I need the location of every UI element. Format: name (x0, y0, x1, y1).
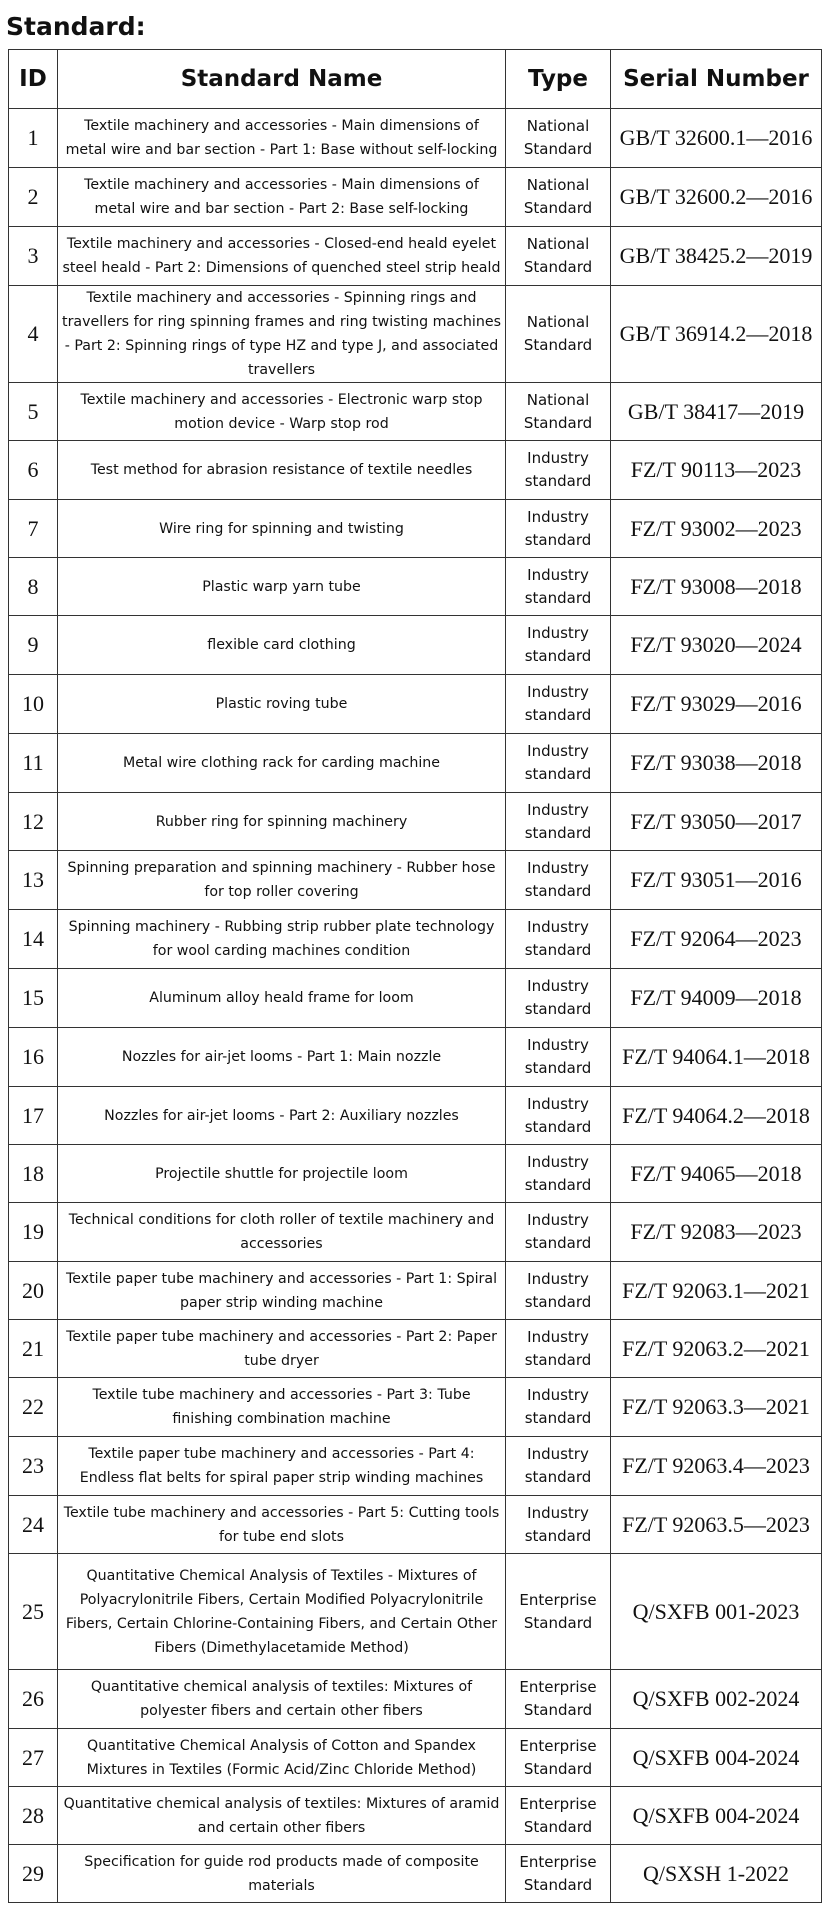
table-row (9, 286, 822, 383)
cell-id: 28 (9, 1787, 58, 1845)
cell-serial-number: FZ/T 94064.1—2018 (611, 1028, 822, 1087)
cell-type: Industry standard (506, 675, 611, 734)
table-row (9, 1262, 822, 1320)
page-heading: Standard: (6, 12, 146, 41)
cell-id: 1 (9, 109, 58, 168)
table-row (9, 109, 822, 168)
cell-serial-number: Q/SXFB 004-2024 (611, 1729, 822, 1787)
cell-type: Industry standard (506, 1028, 611, 1087)
cell-type: Industry standard (506, 1145, 611, 1203)
cell-type: Industry standard (506, 1496, 611, 1554)
cell-standard-name: Nozzles for air-jet looms - Part 2: Auxiliary nozzles (58, 1087, 506, 1145)
table-row (9, 1145, 822, 1203)
table-row (9, 675, 822, 734)
table-row (9, 616, 822, 675)
cell-serial-number: FZ/T 93038—2018 (611, 734, 822, 793)
cell-id: 12 (9, 793, 58, 851)
cell-serial-number: FZ/T 92063.1—2021 (611, 1262, 822, 1320)
cell-serial-number: GB/T 32600.1—2016 (611, 109, 822, 168)
cell-type: Industry standard (506, 1087, 611, 1145)
cell-id: 24 (9, 1496, 58, 1554)
cell-type: Industry standard (506, 1320, 611, 1378)
cell-type: Industry standard (506, 616, 611, 675)
cell-serial-number: Q/SXFB 004-2024 (611, 1787, 822, 1845)
table-row (9, 500, 822, 558)
cell-type: Enterprise Standard (506, 1787, 611, 1845)
cell-type: National Standard (506, 383, 611, 441)
cell-standard-name: Spinning machinery - Rubbing strip rubber plate technology for wool carding machines condition (58, 910, 506, 969)
table-header-row (9, 50, 822, 109)
cell-id: 19 (9, 1203, 58, 1262)
cell-serial-number: FZ/T 92063.4—2023 (611, 1437, 822, 1496)
cell-type: Enterprise Standard (506, 1845, 611, 1903)
cell-type: Industry standard (506, 910, 611, 969)
table-row (9, 1378, 822, 1437)
cell-standard-name: Plastic warp yarn tube (58, 558, 506, 616)
cell-serial-number: FZ/T 93050—2017 (611, 793, 822, 851)
cell-standard-name: Textile paper tube machinery and accessories - Part 1: Spiral paper strip winding machine (58, 1262, 506, 1320)
header-serial-number: Serial Number (611, 50, 822, 109)
cell-standard-name: Textile machinery and accessories - Spinning rings and travellers for ring spinning frames and ring twisting machines - Part 2: Spinning rings of type HZ and type J, and associated travellers (58, 286, 506, 383)
table-row (9, 1670, 822, 1729)
cell-standard-name: Rubber ring for spinning machinery (58, 793, 506, 851)
cell-standard-name: Technical conditions for cloth roller of textile machinery and accessories (58, 1203, 506, 1262)
cell-serial-number: FZ/T 92063.2—2021 (611, 1320, 822, 1378)
cell-type: Industry standard (506, 1203, 611, 1262)
table-row (9, 1203, 822, 1262)
table-row (9, 1028, 822, 1087)
cell-serial-number: FZ/T 90113—2023 (611, 441, 822, 500)
cell-serial-number: FZ/T 92063.3—2021 (611, 1378, 822, 1437)
cell-id: 8 (9, 558, 58, 616)
cell-standard-name: Metal wire clothing rack for carding machine (58, 734, 506, 793)
table-row (9, 383, 822, 441)
cell-id: 23 (9, 1437, 58, 1496)
table-row (9, 851, 822, 910)
header-id: ID (9, 50, 58, 109)
cell-type: Enterprise Standard (506, 1729, 611, 1787)
table-row (9, 734, 822, 793)
cell-standard-name: Textile paper tube machinery and accessories - Part 4: Endless flat belts for spiral paper strip winding machines (58, 1437, 506, 1496)
cell-id: 7 (9, 500, 58, 558)
cell-standard-name: Test method for abrasion resistance of textile needles (58, 441, 506, 500)
cell-id: 18 (9, 1145, 58, 1203)
cell-serial-number: FZ/T 93029—2016 (611, 675, 822, 734)
cell-serial-number: Q/SXFB 001-2023 (611, 1554, 822, 1670)
cell-type: Industry standard (506, 1262, 611, 1320)
cell-id: 26 (9, 1670, 58, 1729)
cell-type: Industry standard (506, 500, 611, 558)
cell-id: 20 (9, 1262, 58, 1320)
cell-standard-name: Aluminum alloy heald frame for loom (58, 969, 506, 1028)
cell-serial-number: GB/T 38417—2019 (611, 383, 822, 441)
cell-id: 15 (9, 969, 58, 1028)
cell-id: 6 (9, 441, 58, 500)
cell-serial-number: FZ/T 92083—2023 (611, 1203, 822, 1262)
cell-standard-name: Quantitative chemical analysis of textiles: Mixtures of aramid and certain other fibers (58, 1787, 506, 1845)
cell-standard-name: Textile tube machinery and accessories - Part 3: Tube finishing combination machine (58, 1378, 506, 1437)
cell-type: National Standard (506, 168, 611, 227)
cell-serial-number: FZ/T 93020—2024 (611, 616, 822, 675)
cell-serial-number: GB/T 38425.2—2019 (611, 227, 822, 286)
cell-standard-name: Textile tube machinery and accessories - Part 5: Cutting tools for tube end slots (58, 1496, 506, 1554)
cell-standard-name: Spinning preparation and spinning machinery - Rubber hose for top roller covering (58, 851, 506, 910)
cell-id: 10 (9, 675, 58, 734)
cell-id: 25 (9, 1554, 58, 1670)
cell-standard-name: Textile machinery and accessories - Electronic warp stop motion device - Warp stop rod (58, 383, 506, 441)
cell-serial-number: GB/T 36914.2—2018 (611, 286, 822, 383)
cell-serial-number: FZ/T 92063.5—2023 (611, 1496, 822, 1554)
cell-id: 17 (9, 1087, 58, 1145)
cell-id: 9 (9, 616, 58, 675)
cell-id: 11 (9, 734, 58, 793)
cell-serial-number: FZ/T 94009—2018 (611, 969, 822, 1028)
cell-standard-name: Quantitative Chemical Analysis of Textiles - Mixtures of Polyacrylonitrile Fibers, Certain Modified Polyacrylonitrile Fibers, Certain Chlorine-Containing Fibers, and Certain Other Fibers (Dimethylacetamide Method) (58, 1554, 506, 1670)
cell-type: Enterprise Standard (506, 1670, 611, 1729)
cell-type: Industry standard (506, 1437, 611, 1496)
cell-serial-number: GB/T 32600.2—2016 (611, 168, 822, 227)
cell-id: 27 (9, 1729, 58, 1787)
cell-standard-name: Textile paper tube machinery and accessories - Part 2: Paper tube dryer (58, 1320, 506, 1378)
table-row (9, 1320, 822, 1378)
cell-id: 2 (9, 168, 58, 227)
cell-type: Industry standard (506, 851, 611, 910)
header-type: Type (506, 50, 611, 109)
table-row (9, 441, 822, 500)
table-row (9, 1496, 822, 1554)
table-row (9, 1087, 822, 1145)
cell-serial-number: FZ/T 93051—2016 (611, 851, 822, 910)
cell-standard-name: Textile machinery and accessories - Closed-end heald eyelet steel heald - Part 2: Dimensions of quenched steel strip heald (58, 227, 506, 286)
cell-serial-number: FZ/T 93002—2023 (611, 500, 822, 558)
table-row (9, 1787, 822, 1845)
table-row (9, 910, 822, 969)
cell-serial-number: Q/SXSH 1-2022 (611, 1845, 822, 1903)
table-row (9, 168, 822, 227)
cell-type: Enterprise Standard (506, 1554, 611, 1670)
header-standard-name: Standard Name (58, 50, 506, 109)
cell-id: 16 (9, 1028, 58, 1087)
table-row (9, 227, 822, 286)
table-row (9, 1845, 822, 1903)
cell-type: Industry standard (506, 793, 611, 851)
cell-id: 3 (9, 227, 58, 286)
cell-type: National Standard (506, 227, 611, 286)
table-row (9, 1554, 822, 1670)
cell-id: 5 (9, 383, 58, 441)
table-row (9, 793, 822, 851)
cell-id: 4 (9, 286, 58, 383)
cell-serial-number: Q/SXFB 002-2024 (611, 1670, 822, 1729)
cell-serial-number: FZ/T 92064—2023 (611, 910, 822, 969)
cell-standard-name: flexible card clothing (58, 616, 506, 675)
cell-id: 13 (9, 851, 58, 910)
cell-id: 14 (9, 910, 58, 969)
cell-standard-name: Nozzles for air-jet looms - Part 1: Main nozzle (58, 1028, 506, 1087)
cell-type: National Standard (506, 286, 611, 383)
cell-type: Industry standard (506, 441, 611, 500)
cell-type: National Standard (506, 109, 611, 168)
cell-type: Industry standard (506, 734, 611, 793)
table-row (9, 1437, 822, 1496)
cell-standard-name: Quantitative Chemical Analysis of Cotton and Spandex Mixtures in Textiles (Formic Acid/Zinc Chloride Method) (58, 1729, 506, 1787)
cell-id: 21 (9, 1320, 58, 1378)
cell-type: Industry standard (506, 1378, 611, 1437)
cell-standard-name: Specification for guide rod products made of composite materials (58, 1845, 506, 1903)
cell-standard-name: Textile machinery and accessories - Main dimensions of metal wire and bar section - Part 1: Base without self-locking (58, 109, 506, 168)
cell-type: Industry standard (506, 969, 611, 1028)
standards-table (8, 49, 822, 1903)
cell-standard-name: Projectile shuttle for projectile loom (58, 1145, 506, 1203)
cell-serial-number: FZ/T 94064.2—2018 (611, 1087, 822, 1145)
cell-serial-number: FZ/T 93008—2018 (611, 558, 822, 616)
cell-type: Industry standard (506, 558, 611, 616)
table-row (9, 558, 822, 616)
table-row (9, 969, 822, 1028)
cell-standard-name: Textile machinery and accessories - Main dimensions of metal wire and bar section - Part 2: Base self-locking (58, 168, 506, 227)
cell-id: 22 (9, 1378, 58, 1437)
cell-id: 29 (9, 1845, 58, 1903)
cell-serial-number: FZ/T 94065—2018 (611, 1145, 822, 1203)
cell-standard-name: Plastic roving tube (58, 675, 506, 734)
table-row (9, 1729, 822, 1787)
cell-standard-name: Quantitative chemical analysis of textiles: Mixtures of polyester fibers and certain other fibers (58, 1670, 506, 1729)
cell-standard-name: Wire ring for spinning and twisting (58, 500, 506, 558)
